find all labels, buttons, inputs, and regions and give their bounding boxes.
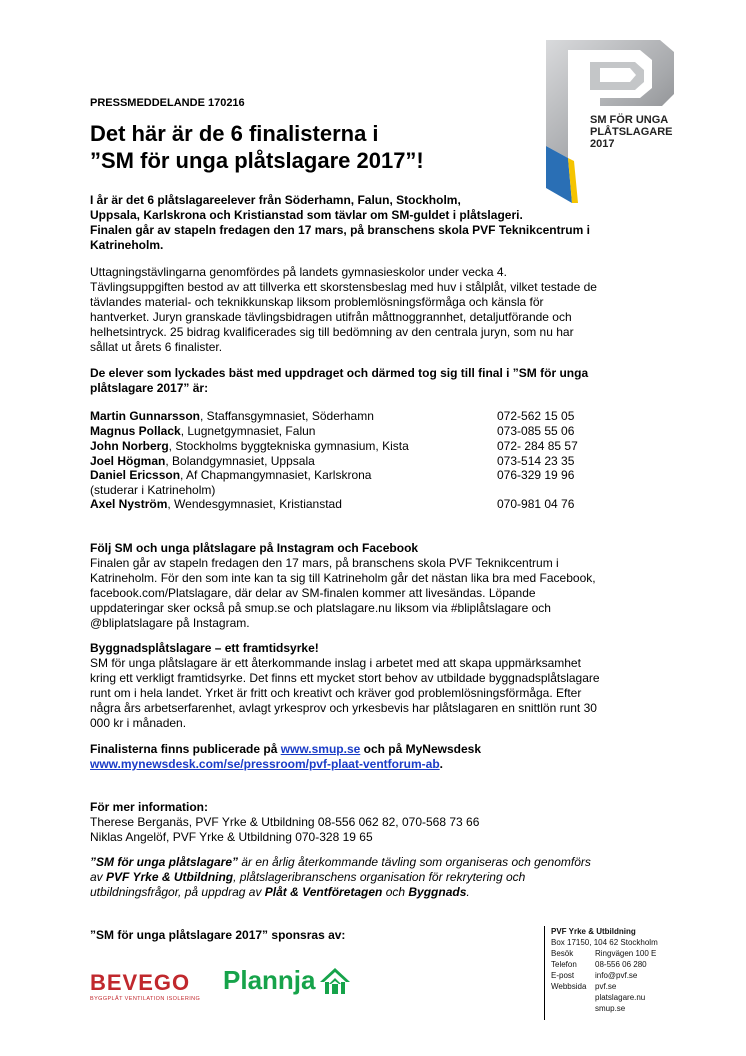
finalists-intro-line: De elever som lyckades bäst med uppdraget och därmed tog sig till final i ”SM för unga xyxy=(90,366,589,380)
finalist-name: Axel Nyström xyxy=(90,497,168,511)
finalist-name: Martin Gunnarsson xyxy=(90,409,201,423)
page-title-line2: ”SM för unga plåtslagare 2017”! xyxy=(90,148,424,173)
org-row-label: Webbsida xyxy=(551,982,587,991)
finalist-row xyxy=(90,497,342,512)
finalist-row xyxy=(90,424,315,439)
career-section xyxy=(90,641,600,731)
finalist-name: Joel Högman xyxy=(90,454,166,468)
published-section xyxy=(90,742,481,772)
finalist-school: , Bolandgymnasiet, Uppsala xyxy=(165,454,315,468)
published-middle: och på MyNewsdesk xyxy=(360,742,482,756)
org-row-label: Telefon xyxy=(551,960,577,969)
about-text: . xyxy=(466,885,470,899)
social-line: uppdateringar sker också på smup.se och platslagare.nu liksom via #bliplåtslagare och xyxy=(90,601,551,615)
press-release-label: PRESSMEDDELANDE 170216 xyxy=(90,97,245,109)
finalist-school: , Af Chapmangymnasiet, Karlskrona xyxy=(180,468,372,482)
finalist-row xyxy=(90,454,315,469)
plannja-logo xyxy=(223,965,351,996)
published-prefix: Finalisterna finns publicerade på xyxy=(90,742,281,756)
about-text: är en årlig återkommande tävling som organiseras och genomförs xyxy=(238,855,591,869)
contact-heading: För mer information: xyxy=(90,800,209,814)
finalist-school: , Lugnetgymnasiet, Falun xyxy=(180,424,316,438)
career-line: 000 kr i månaden. xyxy=(90,716,187,730)
body-line: Tävlingsuppgiften bestod av att tillverka ett skorstensbeslag med huv i stålplåt, vilket testade de xyxy=(90,280,597,294)
bevego-tagline: BYGGPLÅT VENTILATION ISOLERING xyxy=(90,996,201,1002)
finalist-name: Magnus Pollack xyxy=(90,424,181,438)
finalist-phone: 073-514 23 35 xyxy=(497,454,575,468)
about-text: utbildningsfrågor, på uppdrag av xyxy=(90,885,265,899)
org-row-value: 08-556 06 280 xyxy=(595,960,647,969)
finalist-phone: 076-329 19 96 xyxy=(497,468,575,482)
org-name: PVF Yrke & Utbildning xyxy=(551,927,636,936)
org-contact-block xyxy=(551,926,671,1014)
org-address: Box 17150, 104 62 Stockholm xyxy=(551,938,658,947)
org-row-value: pvf.se xyxy=(595,982,617,991)
page-title-line1: Det här är de 6 finalisterna i xyxy=(90,121,379,146)
finalist-phone: 070-981 04 76 xyxy=(497,497,575,511)
social-line: Finalen går av stapeln fredagen den 17 mars, på branschens skola PVF Teknikcentrum i xyxy=(90,556,559,570)
body-line: hantverket. Juryn granskade tävlingsbidragen utifrån måttnoggrannhet, detaljutförande och xyxy=(90,310,572,324)
org-row-value: Ringvägen 100 E xyxy=(595,949,657,958)
finalist-name: John Norberg xyxy=(90,439,169,453)
bevego-logo xyxy=(90,970,200,1002)
about-emphasis: Plåt & Ventföretagen xyxy=(264,885,383,899)
body-line: tävlandes material- och teknikkunskap liksom problemlösningsförmåga och känsla för xyxy=(90,295,544,309)
finalist-phone: 073-085 55 06 xyxy=(497,424,575,438)
finalist-school: , Stockholms byggtekniska gymnasium, Kista xyxy=(168,439,409,453)
career-heading: Byggnadsplåtslagare – ett framtidsyrke! xyxy=(90,641,319,655)
mynewsdesk-link[interactable]: www.mynewsdesk.com/se/pressroom/pvf-plaat-ventforum-ab xyxy=(90,757,440,771)
org-extra: smup.se xyxy=(595,1004,626,1013)
sidebar-divider xyxy=(544,926,545,1020)
house-icon xyxy=(319,966,351,996)
career-line: SM för unga plåtslagare är ett återkommande inslag i arbetet med att skapa uppmärksamhet xyxy=(90,656,581,670)
body-line: Uttagningstävlingarna genomfördes på landets gymnasieskolor under vecka 4. xyxy=(90,265,507,279)
org-extra: platslagare.nu xyxy=(595,993,646,1002)
about-text: och xyxy=(382,885,409,899)
intro-line: Katrineholm. xyxy=(90,238,164,252)
body-line: sållat ut årets 6 finalister. xyxy=(90,340,223,354)
finalist-note: (studerar i Katrineholm) xyxy=(90,483,216,497)
career-line: kring ett verkligt framtidsyrke. Det finns ett mycket stort behov av utbildade byggnadsplåtslagare xyxy=(90,671,600,685)
finalist-row xyxy=(90,409,374,424)
about-text: av xyxy=(90,870,107,884)
about-emphasis: Byggnads xyxy=(408,885,467,899)
sm-logo xyxy=(540,38,680,208)
contact-line: Niklas Angelöf, PVF Yrke & Utbildning 070-328 19 65 xyxy=(90,830,373,844)
contact-line: Therese Berganäs, PVF Yrke & Utbildning 08-556 062 82, 070-568 73 66 xyxy=(90,815,480,829)
body-line: helhetsintryck. 25 bidrag kvalificerades sig till bedömning av den centrala juryn, som nu har xyxy=(90,325,574,339)
finalist-name: Daniel Ericsson xyxy=(90,468,181,482)
finalists-intro xyxy=(90,366,588,396)
finalist-school: , Wendesgymnasiet, Kristianstad xyxy=(167,497,342,511)
social-line: facebook.com/Platslagare, där delar av SM-finalen kommer att livesändas. Löpande xyxy=(90,586,536,600)
smup-link[interactable]: www.smup.se xyxy=(280,742,361,756)
social-heading: Följ SM och unga plåtslagare på Instagram och Facebook xyxy=(90,541,419,555)
about-emphasis: ”SM för unga plåtslagare” xyxy=(90,855,239,869)
finalists-intro-line: plåtslagare 2017” är: xyxy=(90,381,209,395)
intro-line: I år är det 6 plåtslagareelever från Söderhamn, Falun, Stockholm, xyxy=(90,193,461,207)
bevego-wordmark: BEVEGO xyxy=(90,970,191,995)
finalist-row xyxy=(90,439,409,454)
org-row-label: Besök xyxy=(551,949,574,958)
sponsors-heading: ”SM för unga plåtslagare 2017” sponsras av: xyxy=(90,928,346,942)
career-line: runt om i hela landet. Yrket är fritt och kreativt och kräver god problemlösningsförmåga. Efter xyxy=(90,686,582,700)
finalist-phone: 072-562 15 05 xyxy=(497,409,575,423)
logo-line2: PLÅTSLAGARE xyxy=(590,126,673,138)
career-line: några års arbetserfarenhet, avlagt yrkesprov och yrkesbevis har plåtslagaren en snittlön runt 30 xyxy=(90,701,597,715)
body-paragraph xyxy=(90,265,597,355)
finalist-school: , Staffansgymnasiet, Söderhamn xyxy=(200,409,374,423)
finalist-row xyxy=(90,468,371,483)
logo-line1: SM FÖR UNGA xyxy=(590,114,669,126)
logo-line3: 2017 xyxy=(590,138,615,150)
about-paragraph xyxy=(90,855,650,900)
finalist-phone: 072- 284 85 57 xyxy=(497,439,578,453)
social-line: @bliplatslagare på Instagram. xyxy=(90,616,250,630)
org-row-label: E-post xyxy=(551,971,575,980)
about-emphasis: PVF Yrke & Utbildning xyxy=(106,870,234,884)
intro-line: Uppsala, Karlskrona och Kristianstad som tävlar om SM-guldet i plåtslageri. xyxy=(90,208,523,222)
contact-section xyxy=(90,800,479,845)
social-section xyxy=(90,541,596,631)
about-text: , plåtslageribranschens organisation för rekrytering och xyxy=(233,870,526,884)
published-suffix: . xyxy=(439,757,443,771)
plannja-wordmark: Plannja xyxy=(223,965,316,995)
social-line: Katrineholm. För den som inte kan ta sig till Katrineholm går det nästan lika bra med Facebook, xyxy=(90,571,596,585)
intro-line: Finalen går av stapeln fredagen den 17 mars, på branschens skola PVF Teknikcentrum i xyxy=(90,223,590,237)
intro-paragraph xyxy=(90,193,590,253)
org-row-value: info@pvf.se xyxy=(595,971,638,980)
